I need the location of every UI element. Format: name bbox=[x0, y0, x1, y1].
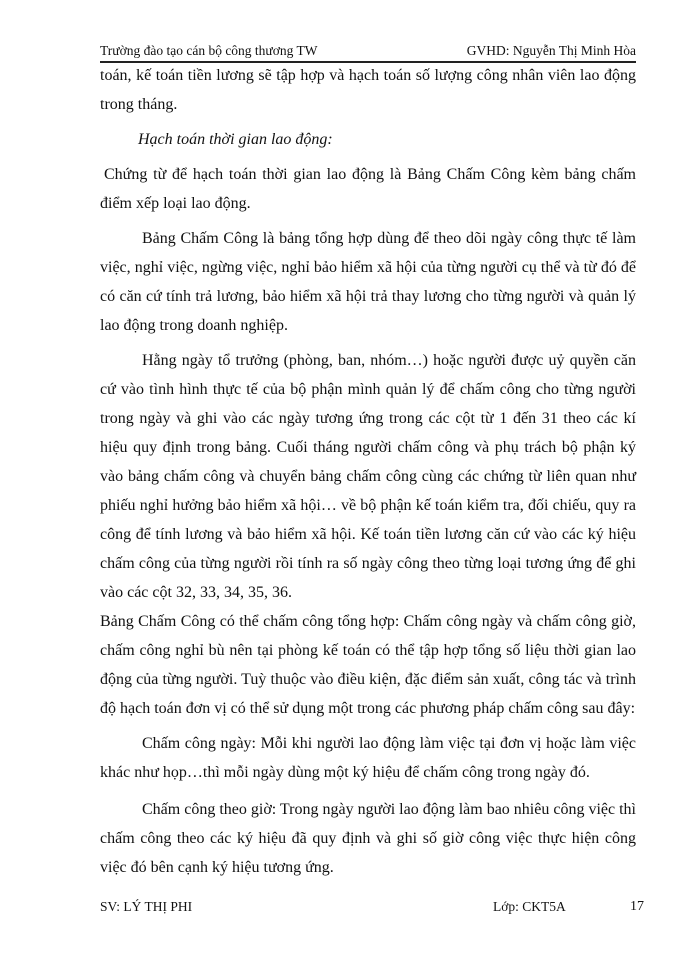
paragraph-documents: Chứng từ để hạch toán thời gian lao động là Bảng Chấm Công kèm bảng chấm điểm xếp loại lao động. bbox=[100, 166, 636, 212]
paragraph-daily: Hằng ngày tổ trưởng (phòng, ban, nhóm…) hoặc người được uỷ quyền căn cứ vào tình hình thực tế của bộ phận mình quản lý để chấm công cho từng người trong ngày và ghi vào các ngày tương ứng trong các cột từ 1 đến 31 theo các kí hiệu quy định trong bảng. Cuối tháng người chấm công và phụ trách bộ phận ký vào bảng chấm công và chuyển bảng chấm công cùng các chứng từ liên quan như phiếu nghỉ hưởng bảo hiểm xã hội… về bộ phận kế toán kiểm tra, đối chiếu, quy ra công để tính lương và bảo hiểm xã hội. Kế toán tiền lương căn cứ vào các ký hiệu chấm công của từng người rồi tính ra số ngày công theo từng loại tương ứng để ghi vào các cột 32, 33, 34, 35, 36. bbox=[100, 352, 636, 601]
paragraph-timesheet: Bảng Chấm Công là bảng tổng hợp dùng để theo dõi ngày công thực tế làm việc, nghỉ việc, ngừng việc, nghỉ bảo hiểm xã hội của từng người cụ thể và từ đó để có căn cứ tính trả lương, bảo hiểm xã hội trả thay lương cho từng người và quản lý lao động trong doanh nghiệp. bbox=[100, 230, 636, 334]
section-heading: Hạch toán thời gian lao động: bbox=[138, 131, 333, 148]
footer-student: SV: LÝ THỊ PHI bbox=[100, 899, 193, 914]
paragraph-summary: Bảng Chấm Công có thể chấm công tổng hợp: Chấm công ngày và chấm công giờ, chấm công nghỉ bù nên tại phòng kế toán có thể tập hợp tổng số liệu thời gian lao động của từng người. Tuỳ thuộc vào điều kiện, đặc điểm sản xuất, công tác và trình độ hạch toán đơn vị có thể sử dụng một trong các phương pháp chấm công sau đây: bbox=[100, 613, 636, 717]
page-footer bbox=[100, 896, 644, 918]
page-header bbox=[100, 41, 636, 63]
paragraph-day-method: Chấm công ngày: Mỗi khi người lao động làm việc tại đơn vị hoặc làm việc khác như họp…thì mỗi ngày dùng một ký hiệu để chấm công trong ngày đó. bbox=[100, 735, 636, 781]
header-instructor: GVHD: Nguyễn Thị Minh Hòa bbox=[466, 43, 636, 58]
paragraph-continuation: toán, kế toán tiền lương sẽ tập hợp và hạch toán số lượng công nhân viên lao động trong tháng. bbox=[100, 67, 636, 113]
page-number: 17 bbox=[630, 899, 644, 914]
document-body bbox=[100, 61, 636, 882]
footer-class: Lớp: CKT5A bbox=[493, 899, 566, 914]
header-school: Trường đào tạo cán bộ công thương TW bbox=[100, 43, 318, 58]
paragraph-hour-method: Chấm công theo giờ: Trong ngày người lao động làm bao nhiêu công việc thì chấm công theo các ký hiệu đã quy định và ghi số giờ công việc thực hiện công việc đó bên cạnh ký hiệu tương ứng. bbox=[100, 801, 636, 876]
